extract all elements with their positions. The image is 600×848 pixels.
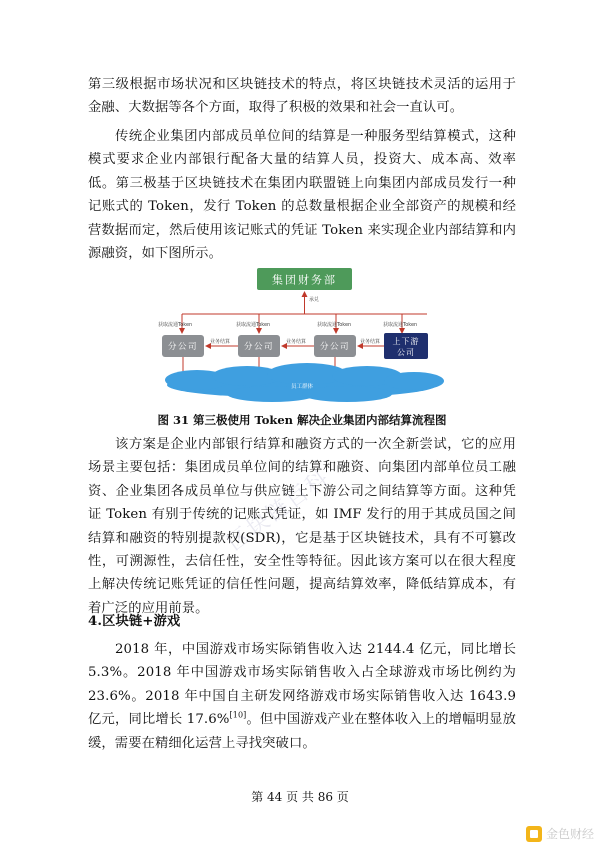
repay-label: 承兑: [309, 297, 320, 303]
partner-company-label-line2: 公司: [397, 348, 415, 357]
sub-company-label-1: 分公司: [167, 342, 199, 352]
employee-cloud-label: 员工群体: [290, 384, 314, 390]
employee-cloud: [165, 363, 444, 402]
settle-label-2: 业务结算: [286, 339, 307, 345]
group-finance-label: 集团财务部: [272, 273, 337, 287]
settle-label-1: 业务结算: [210, 339, 231, 345]
partner-company-label-line1: 上下游: [392, 337, 420, 346]
obtain-label-2: 获取流通Token: [236, 322, 271, 328]
paragraph-token-settlement: 传统企业集团内部成员单位间的结算是一种服务型结算模式，这种模式要求企业内部银行配备大量的结算人员，投资大、成本高、效率低。第三极基于区块链技术在集团内联盟链上向集团内部成员发行一种记账式的 Token，发行 Token 的总数量根据企业全部资产的规模和经营数据而定，然后使用该记账式的凭证 Token 来实现企业内部结算和内源融资，如下图所示。: [88, 129, 516, 262]
paragraph-intro: 第三级根据市场状况和区块链技术的特点，将区块链技术灵活的运用于金融、大数据等各个方面，取得了积极的效果和社会一直认可。: [88, 77, 516, 116]
obtain-label-4: 获取流通Token: [383, 322, 418, 328]
figure-caption: 图 31 第三极使用 Token 解决企业集团内部结算流程图: [157, 413, 447, 427]
settle-label-3: 业务结算: [360, 339, 381, 345]
citation-ref[interactable]: [10]: [229, 710, 247, 720]
square-coin-icon: [526, 826, 542, 842]
section-heading: 4.区块链+游戏: [88, 614, 181, 629]
obtain-label-1: 获取流通Token: [158, 322, 193, 328]
brand-watermark: [526, 825, 594, 842]
watermark: 区块链百科: [222, 465, 335, 557]
game-market-text: 2018 年，中国游戏市场实际销售收入达 2144.4 亿元，同比增长 5.3%。2018 年中国游戏市场实际销售收入占全球游戏市场比例约为 23.6%。2018 年中国自主研发网络游戏市场实际销售收入达 1643.9 亿元，同比增长 17.6%: [88, 642, 516, 728]
sub-company-label-2: 分公司: [243, 342, 275, 352]
paragraph-scheme-analysis: 该方案是企业内部银行结算和融资方式的一次全新尝试，它的应用场景主要包括：集团成员单位间的结算和融资、向集团内部单位员工融资、企业集团各成员单位与供应链上下游公司之间结算等方面。这种凭证 Token 有别于传统的记账式凭证，如 IMF 发行的用于其成员国之间结算和融资的特别提款权(SDR)，它是基于区块链技术，具有不可篡改性，可溯源性，去信任性，安全性等特征。因此该方案可以在很大程度上解决传统记账凭证的信任性问题，提高结算效率，降低结算成本，有着广泛的应用前景。: [88, 437, 516, 616]
obtain-label-3: 获取流通Token: [317, 322, 352, 328]
page-footer: 第 44 页 共 86 页: [251, 790, 349, 804]
sub-company-label-3: 分公司: [319, 342, 351, 352]
settlement-flow-diagram: [152, 262, 452, 412]
brand-text: 金色财经: [545, 827, 594, 841]
paragraph-game-market: [88, 638, 516, 755]
game-market-tail: 。但中国游戏产业在整体收入上的增幅明显放缓，需要在精细化运营上寻找突破口。: [88, 712, 516, 751]
